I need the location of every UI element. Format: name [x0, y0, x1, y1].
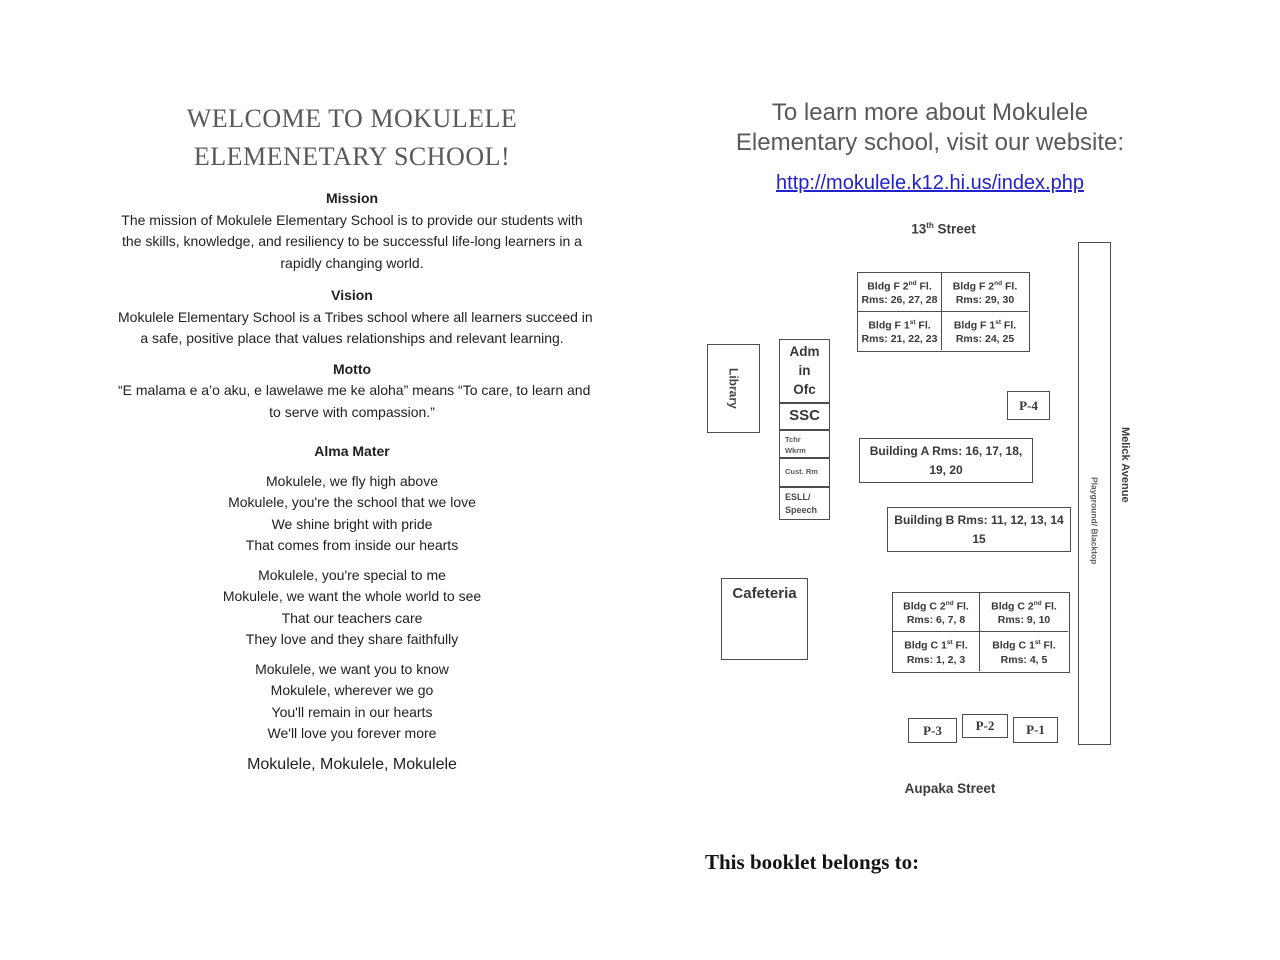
text-fragment: in [798, 363, 811, 378]
campus-map [640, 215, 1280, 835]
intro-line1: To learn more about Mokulele [771, 99, 1089, 126]
admin-office-box [779, 339, 830, 403]
bldg-c-cell-title [991, 597, 1057, 614]
ordinal-superscript: th [926, 221, 934, 230]
bldg-f-cell-rooms: Rms: 26, 27, 28 [861, 294, 938, 307]
text-fragment: Fl. [1001, 319, 1017, 332]
website-link[interactable]: http://mokulele.k12.hi.us/index.php [776, 172, 1084, 194]
mission-line: rapidly changing world. [280, 254, 424, 271]
vision-line: Mokulele Elementary School is a Tribes school where all learners succeed in [118, 308, 593, 325]
ssc-box [779, 403, 830, 430]
portable-p1-box [1013, 717, 1058, 743]
bldg-c-cell-2fl-left [893, 593, 980, 632]
link-row [680, 172, 1180, 195]
portable-p3-box [908, 718, 957, 743]
building-b-line2: 15 [972, 532, 986, 546]
text-fragment: Fl. [1041, 600, 1057, 613]
building-b-box [887, 507, 1071, 552]
alma-mater-verse-2 [118, 565, 586, 651]
lyric-line: They love and they share faithfully [245, 631, 459, 647]
alma-mater-verse-3 [118, 659, 586, 745]
vision-body [118, 307, 593, 350]
motto-body [118, 380, 591, 423]
portable-p4-label: P-4 [1019, 397, 1038, 413]
bldg-c-cell-1fl-left [893, 632, 980, 671]
bldg-c-cell-rooms: Rms: 4, 5 [1000, 653, 1048, 666]
admin-office-label [780, 340, 829, 399]
text-fragment: Fl. [953, 600, 969, 613]
bldg-f-cell-rooms: Rms: 24, 25 [955, 333, 1015, 346]
bldg-f-cell-1fl-left [858, 312, 942, 350]
text-fragment: Fl. [1040, 639, 1056, 652]
playground-blacktop-label: Playground/ Blacktop [1089, 477, 1100, 565]
text-fragment: Speech [785, 505, 818, 515]
lyric-line: You'll remain in our hearts [271, 703, 433, 720]
ordinal-superscript: st [1034, 639, 1041, 647]
lyric-line: Mokulele, you're the school that we love [228, 494, 476, 510]
ordinal-superscript: nd [994, 279, 1003, 287]
lyric-line: That comes from inside our hearts [245, 537, 459, 553]
text-fragment: Wkrm [785, 445, 806, 455]
esll-speech-box [779, 487, 830, 520]
text-fragment: Bldg C 2 [991, 600, 1034, 613]
bldg-f-cell-rooms: Rms: 21, 22, 23 [861, 333, 938, 346]
text-fragment: Bldg F 1 [953, 319, 996, 332]
bldg-f-cell-title [867, 277, 932, 294]
alma-mater-closing: Mokulele, Mokulele, Mokulele [247, 755, 457, 773]
bldg-c-cell-rooms: Rms: 6, 7, 8 [906, 614, 966, 627]
ordinal-superscript: nd [945, 599, 954, 607]
library-label: Library [726, 368, 741, 409]
lyric-line: Mokulele, wherever we go [270, 682, 434, 698]
page-title-line1: WELCOME TO MOKULELE [186, 104, 518, 133]
street-label-13th [857, 221, 1030, 237]
portable-p2-box [962, 714, 1008, 738]
portable-p1-label: P-1 [1026, 722, 1045, 737]
playground-blacktop-strip [1078, 242, 1111, 745]
bldg-c-cell-rooms: Rms: 9, 10 [997, 614, 1051, 627]
mission-body [118, 210, 586, 275]
bldg-f-cell-title [953, 277, 1018, 294]
cafeteria-label: Cafeteria [732, 585, 797, 602]
bldg-f-cell-2fl-right [942, 273, 1028, 312]
text-fragment: Street [933, 221, 976, 237]
portable-p3-label: P-3 [923, 722, 942, 738]
cafeteria-box [721, 578, 808, 660]
bldg-f-cell-2fl-left [858, 273, 942, 312]
building-a-line2: 19, 20 [929, 463, 963, 477]
booklet-belongs-to-label: This booklet belongs to: [705, 850, 920, 874]
bldg-f-cell-1fl-right [942, 312, 1028, 350]
teacher-workroom-box [779, 430, 830, 458]
motto-line: to serve with compassion.” [269, 403, 435, 420]
ordinal-superscript: st [995, 318, 1002, 326]
text-fragment: Bldg F 2 [867, 280, 909, 293]
text-fragment: Fl. [952, 639, 968, 652]
melick-avenue-label: Melick Avenue [1119, 427, 1131, 503]
lyric-line: That our teachers care [281, 609, 423, 626]
bldg-c-cell-title [992, 636, 1056, 653]
building-a-line1: Building A Rms: 16, 17, 18, [869, 444, 1023, 458]
text-fragment: ESLL/ [785, 492, 811, 502]
text-fragment: Ofc [793, 382, 816, 397]
ordinal-superscript: st [946, 639, 953, 647]
text-fragment: 13 [911, 221, 927, 237]
right-header [680, 98, 1180, 195]
lyric-line: We'll love you forever more [267, 725, 437, 741]
bldg-f-cell-rooms: Rms: 29, 30 [955, 294, 1015, 307]
page-title-line2: ELEMENETARY SCHOOL! [193, 142, 511, 171]
bldg-c-block [892, 592, 1070, 673]
teacher-workroom-label [780, 431, 829, 456]
bldg-c-cell-title [903, 597, 969, 614]
aupaka-street-label: Aupaka Street [904, 781, 996, 796]
ordinal-superscript: st [909, 318, 916, 326]
mission-line: the skills, knowledge, and resiliency to be successful life-long learners in a [122, 233, 582, 249]
building-b-line1: Building B Rms: 11, 12, 13, 14 [894, 513, 1064, 527]
lyric-line: Mokulele, we fly high above [266, 472, 438, 489]
text-fragment: Bldg F 2 [952, 280, 995, 293]
alma-mater-verse-1 [118, 471, 586, 557]
esll-speech-label [780, 488, 829, 517]
bldg-f-block [857, 272, 1030, 352]
intro-line2: Elementary school, visit our website: [735, 129, 1125, 156]
vision-line: a safe, positive place that values relationships and relevant learning. [140, 330, 564, 346]
page-title [118, 100, 586, 176]
motto-heading: Motto [332, 360, 372, 377]
bldg-c-cell-rooms: Rms: 1, 2, 3 [906, 653, 966, 666]
text-fragment: Fl. [1002, 280, 1018, 293]
text-fragment: Fl. [916, 280, 932, 293]
bldg-c-cell-2fl-right [980, 593, 1068, 632]
lyric-line: Mokulele, we want you to know [255, 660, 449, 677]
custodian-room-label: Cust. Rm [785, 467, 818, 476]
portable-p4-box [1007, 391, 1050, 420]
vision-heading: Vision [331, 287, 373, 303]
motto-line: “E malama e a’o aku, e lawelawe me ke aloha” means “To care, to learn and [118, 382, 591, 398]
building-a-box [859, 438, 1033, 483]
ordinal-superscript: nd [1033, 599, 1042, 607]
text-fragment: Adm [789, 344, 820, 359]
alma-mater-heading: Alma Mater [314, 443, 390, 459]
text-fragment: Bldg C 2 [903, 600, 946, 613]
custodian-room-box [779, 458, 830, 487]
lyric-line: We shine bright with pride [271, 515, 433, 532]
left-page [118, 100, 593, 777]
library-box [707, 344, 760, 433]
ordinal-superscript: nd [908, 279, 917, 287]
mission-line: The mission of Mokulele Elementary School is to provide our students with [121, 211, 583, 228]
text-fragment: Tchr [785, 435, 801, 444]
text-fragment: Bldg F 1 [868, 319, 910, 332]
text-fragment: Bldg C 1 [904, 639, 947, 652]
bldg-c-cell-1fl-right [980, 632, 1068, 671]
mission-heading: Mission [325, 190, 379, 206]
bldg-c-cell-title [904, 636, 968, 653]
bldg-f-cell-title [868, 316, 930, 333]
ssc-label: SSC [789, 407, 820, 424]
lyric-line: Mokulele, you're special to me [258, 566, 446, 583]
text-fragment: Bldg C 1 [992, 639, 1035, 652]
bldg-f-cell-title [954, 316, 1016, 333]
portable-p2-label: P-2 [975, 718, 995, 733]
lyric-line: Mokulele, we want the whole world to see [222, 588, 482, 604]
text-fragment: Fl. [915, 319, 931, 332]
